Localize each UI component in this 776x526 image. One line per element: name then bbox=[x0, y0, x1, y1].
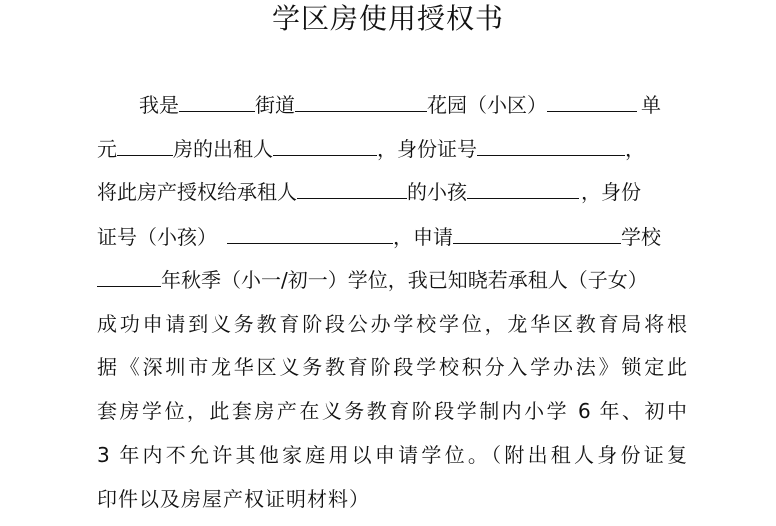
text-i-am: 我是 bbox=[139, 93, 179, 117]
school-blank[interactable] bbox=[453, 223, 621, 244]
text-unit: 单 bbox=[641, 93, 661, 117]
text-yuan: 元 bbox=[97, 137, 117, 161]
text-child-id: 证号（小孩） bbox=[97, 225, 217, 249]
paragraph-line-6: 成功申请到义务教育阶段公办学校学位，龙华区教育局将根 bbox=[97, 312, 687, 336]
unit-blank[interactable] bbox=[547, 91, 637, 112]
garden-blank[interactable] bbox=[295, 91, 427, 112]
paragraph-line-10: 印件以及房屋产权证明材料） bbox=[97, 487, 370, 511]
text-landlord: 房的出租人 bbox=[173, 137, 273, 161]
text-garden: 花园（小区） bbox=[427, 93, 547, 117]
child-name-blank[interactable] bbox=[467, 178, 579, 199]
tenant-name-blank[interactable] bbox=[297, 178, 407, 199]
street-blank[interactable] bbox=[179, 91, 255, 112]
text-street: 街道 bbox=[255, 93, 295, 117]
landlord-name-blank[interactable] bbox=[273, 135, 377, 156]
text-comma: ， bbox=[625, 137, 645, 161]
text-school: 学校 bbox=[621, 225, 661, 249]
paragraph-line-2 bbox=[97, 134, 687, 164]
paragraph-line-8: 套房学位，此套房产在义务教育阶段学制内小学 6 年、初中 bbox=[97, 399, 687, 423]
paragraph-line-4 bbox=[97, 222, 687, 252]
document-title: 学区房使用授权书 bbox=[271, 2, 504, 35]
paragraph-line-5 bbox=[97, 265, 687, 295]
text-identity: ，身份 bbox=[581, 180, 641, 204]
text-authorize: 将此房产授权给承租人 bbox=[97, 180, 297, 204]
room-blank[interactable] bbox=[117, 135, 173, 156]
paragraph-line-7: 据《深圳市龙华区义务教育阶段学校积分入学办法》锁定此 bbox=[97, 355, 687, 379]
paragraph-line-3 bbox=[97, 177, 687, 207]
landlord-id-blank[interactable] bbox=[477, 135, 625, 156]
text-apply: ，申请 bbox=[393, 225, 453, 249]
text-child: 的小孩 bbox=[407, 180, 467, 204]
paragraph-line-9: 3 年内不允许其他家庭用以申请学位。（附出租人身份证复 bbox=[97, 443, 687, 467]
child-id-blank[interactable] bbox=[227, 223, 393, 244]
year-blank[interactable] bbox=[97, 266, 161, 287]
paragraph-line-1 bbox=[97, 90, 687, 120]
text-autumn: 年秋季（小一/初一）学位，我已知晓若承租人（子女） bbox=[161, 268, 648, 292]
text-id-number: ，身份证号 bbox=[377, 137, 477, 161]
